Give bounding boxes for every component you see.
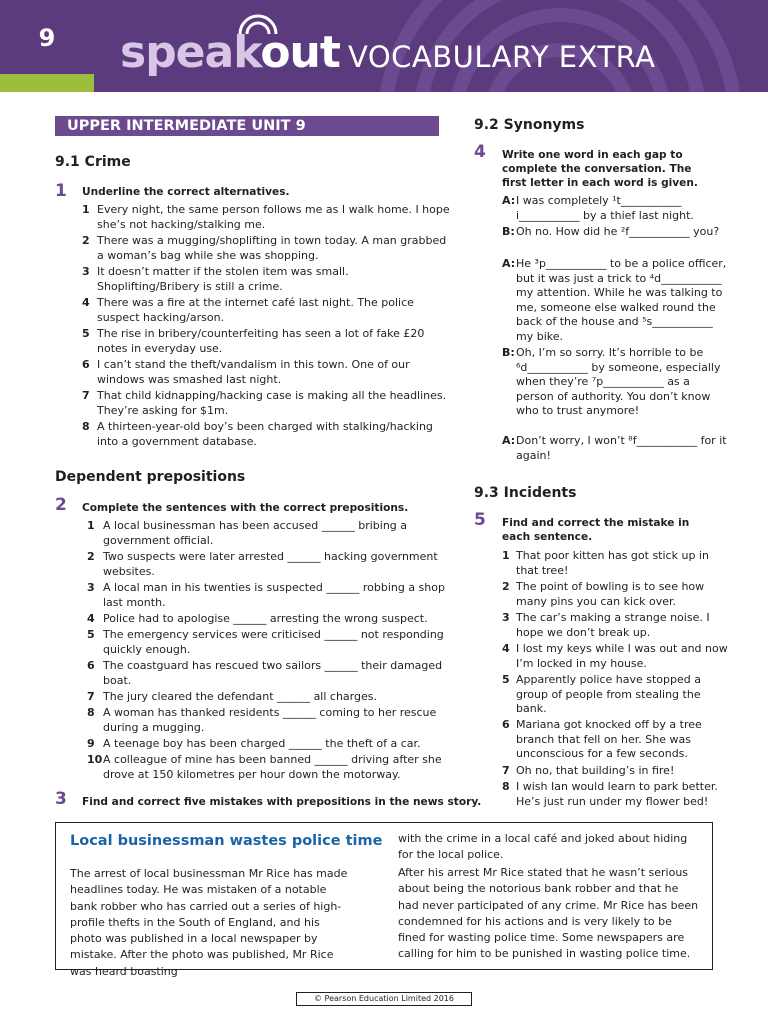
exercise-number: 4 — [474, 142, 486, 162]
crime-item — [82, 420, 453, 449]
item-text: The coastguard has rescued two sailors ______ their damaged boat. — [103, 659, 443, 687]
incident-item — [502, 611, 728, 640]
speaker-label: A: — [502, 194, 516, 207]
dialogue-text: He ³p___________ to be a police officer, but it was just a trick to ⁴d___________ my attention. While he was talking to me, someone else walked round the back of the house and ⁵s___________ my bike. — [516, 257, 727, 343]
unit-number-box — [0, 0, 94, 74]
item-text: The jury cleared the defendant ______ all charges. — [103, 690, 377, 703]
preposition-item — [87, 519, 453, 548]
exercise-number: 5 — [474, 510, 486, 530]
item-text: The emergency services were criticised ______ not responding quickly enough. — [103, 628, 444, 656]
logo-prefix: speak — [120, 27, 261, 78]
item-number: 8 — [82, 420, 90, 433]
item-number: 9 — [87, 737, 95, 750]
incident-item — [502, 673, 728, 717]
section-heading-crime: 9.1 Crime — [55, 154, 131, 170]
dialogue-line — [502, 225, 728, 240]
crime-item — [82, 389, 453, 418]
item-number: 2 — [502, 580, 510, 593]
item-number: 6 — [87, 659, 95, 672]
unit-number: 9 — [38, 24, 56, 52]
item-number: 4 — [82, 296, 90, 309]
item-text: A colleague of mine has been banned ______ driving after she drove at 150 kilometres per hour down the motorway. — [103, 753, 442, 781]
item-text: The point of bowling is to see how many pins you can kick over. — [516, 580, 705, 608]
item-text: Every night, the same person follows me as I walk home. I hope she’s not hacking/stalking me. — [97, 203, 450, 231]
exercise-number: 1 — [55, 181, 67, 201]
preposition-item — [87, 659, 453, 688]
exercise-instruction: Underline the correct alternatives. — [82, 186, 290, 198]
item-text: A teenage boy has been charged ______ the theft of a car. — [103, 737, 421, 750]
item-text: A woman has thanked residents ______ coming to her rescue during a mugging. — [103, 706, 437, 734]
item-number: 4 — [87, 612, 95, 625]
exercise-instruction: Find and correct five mistakes with prepositions in the news story. — [82, 796, 482, 808]
item-number: 7 — [87, 690, 95, 703]
page-title: VOCABULARY EXTRA — [348, 40, 656, 74]
item-number: 3 — [87, 581, 95, 594]
incident-item — [502, 642, 728, 671]
dialogue-line — [502, 257, 728, 344]
crime-item — [82, 234, 453, 263]
item-number: 6 — [502, 718, 510, 731]
item-text: I can’t stand the theft/vandalism in this town. One of our windows was smashed last night. — [97, 358, 410, 386]
preposition-item — [87, 690, 453, 705]
item-number: 2 — [82, 234, 90, 247]
item-text: That poor kitten has got stick up in that tree! — [516, 549, 709, 577]
speaker-label: B: — [502, 346, 515, 359]
item-text: There was a fire at the internet café last night. The police suspect hacking/arson. — [97, 296, 414, 324]
dialogue-text: Oh, I’m so sorry. It’s horrible to be ⁶d___________ by someone, especially when they’re ⁷p___________ as a person of authority. You don’t know who to trust anymore! — [516, 346, 721, 417]
story-paragraph: with the crime in a local café and joked about hiding for the local police. — [398, 832, 688, 862]
item-text: The rise in bribery/counterfeiting has seen a lot of fake £20 notes in everyday use. — [97, 327, 425, 355]
item-number: 7 — [82, 389, 90, 402]
dialogue-line — [502, 194, 728, 223]
exercise-number: 2 — [55, 495, 67, 515]
item-number: 1 — [82, 203, 90, 216]
speaker-label: A: — [502, 434, 516, 447]
item-text: Apparently police have stopped a group of people from stealing the bank. — [516, 673, 701, 715]
exercise-instruction: Complete the sentences with the correct prepositions. — [82, 502, 409, 514]
item-number: 4 — [502, 642, 510, 655]
accent-bar — [0, 74, 94, 92]
crime-item — [82, 327, 453, 356]
preposition-item — [87, 581, 453, 610]
story-title: Local businessman wastes police time — [70, 833, 383, 849]
incident-item — [502, 718, 728, 762]
item-number: 6 — [82, 358, 90, 371]
section-heading-synonyms: 9.2 Synonyms — [474, 117, 585, 133]
preposition-item — [87, 753, 453, 782]
item-text: A local man in his twenties is suspected ______ robbing a shop last month. — [103, 581, 445, 609]
preposition-item — [87, 737, 453, 752]
section-heading-incidents: 9.3 Incidents — [474, 485, 577, 501]
item-number: 1 — [87, 519, 95, 532]
news-story-box — [55, 822, 713, 978]
incident-item — [502, 764, 728, 779]
dialogue-text: Don’t worry, I won’t ⁸f___________ for it again! — [516, 434, 727, 462]
preposition-item — [87, 612, 453, 627]
copyright-footer: © Pearson Education Limited 2016 — [296, 992, 472, 1006]
item-text: That child kidnapping/hacking case is making all the headlines. They’re asking for $1m. — [97, 389, 447, 417]
item-text: The car’s making a strange noise. I hope we don’t break up. — [516, 611, 710, 639]
exercise-instruction: Write one word in each gap to complete the conversation. The first letter in each word is given. — [502, 149, 698, 189]
logo-suffix: out — [260, 27, 340, 78]
preposition-item — [87, 706, 453, 735]
item-text: Mariana got knocked off by a tree branch that fell on her. She was unconscious for a few seconds. — [516, 718, 702, 760]
incident-item — [502, 549, 728, 578]
item-text: It doesn’t matter if the stolen item was small. Shoplifting/Bribery is still a crime. — [97, 265, 349, 293]
incident-item — [502, 580, 728, 609]
story-paragraph: After his arrest Mr Rice stated that he wasn’t serious about being the notorious bank robber and that he had never participated of any crime. Mr Rice has been condemned for his actions and is very likely to be fined for wasting police time. Some newspapers are calling for him to be punished in wasting police time. — [398, 866, 699, 961]
item-number: 8 — [502, 780, 510, 793]
item-text: Police had to apologise ______ arresting the wrong suspect. — [103, 612, 428, 625]
dialogue-text: I was completely ¹t___________ i___________ by a thief last night. — [516, 194, 694, 222]
exercise-instruction: Find and correct the mistake in each sentence. — [502, 517, 690, 543]
item-text: A local businessman has been accused ______ bribing a government official. — [103, 519, 408, 547]
item-number: 5 — [502, 673, 510, 686]
item-number: 3 — [82, 265, 90, 278]
section-heading-prepositions: Dependent prepositions — [55, 469, 246, 485]
exercise-number: 3 — [55, 789, 67, 809]
speaker-label: A: — [502, 257, 516, 270]
item-number: 5 — [87, 628, 95, 641]
incident-item — [502, 780, 728, 809]
speakout-logo — [120, 28, 340, 78]
dialogue-line — [502, 434, 728, 463]
item-number: 1 — [502, 549, 510, 562]
item-number: 2 — [87, 550, 95, 563]
item-text: Two suspects were later arrested ______ hacking government websites. — [103, 550, 438, 578]
item-number: 7 — [502, 764, 510, 777]
preposition-item — [87, 550, 453, 579]
unit-bar: UPPER INTERMEDIATE UNIT 9 — [55, 116, 439, 136]
crime-item — [82, 358, 453, 387]
crime-item — [82, 296, 453, 325]
crime-item — [82, 203, 453, 232]
dialogue-line — [502, 346, 728, 419]
dialogue-text: Oh no. How did he ²f___________ you? — [516, 225, 720, 238]
speech-arc-icon — [236, 14, 280, 36]
preposition-item — [87, 628, 453, 657]
item-number: 10 — [87, 753, 103, 766]
item-text: There was a mugging/shoplifting in town today. A man grabbed a woman’s bag while she was shopping. — [97, 234, 447, 262]
item-text: A thirteen-year-old boy’s been charged with stalking/hacking into a government database. — [97, 420, 433, 448]
item-text: I lost my keys while I was out and now I’m locked in my house. — [516, 642, 728, 670]
story-paragraph: The arrest of local businessman Mr Rice has made headlines today. He was mistaken of a notable bank robber who has carried out a series of high-profile thefts in the South of England, and his photo was published in a local newspaper by mistake. After the photo was published, Mr Rice was heard boasting — [70, 867, 348, 978]
item-number: 3 — [502, 611, 510, 624]
item-number: 5 — [82, 327, 90, 340]
speaker-label: B: — [502, 225, 515, 238]
crime-item — [82, 265, 453, 294]
item-text: I wish Ian would learn to park better. He’s just run under my flower bed! — [516, 780, 718, 808]
item-text: Oh no, that building’s in fire! — [516, 764, 675, 777]
item-number: 8 — [87, 706, 95, 719]
